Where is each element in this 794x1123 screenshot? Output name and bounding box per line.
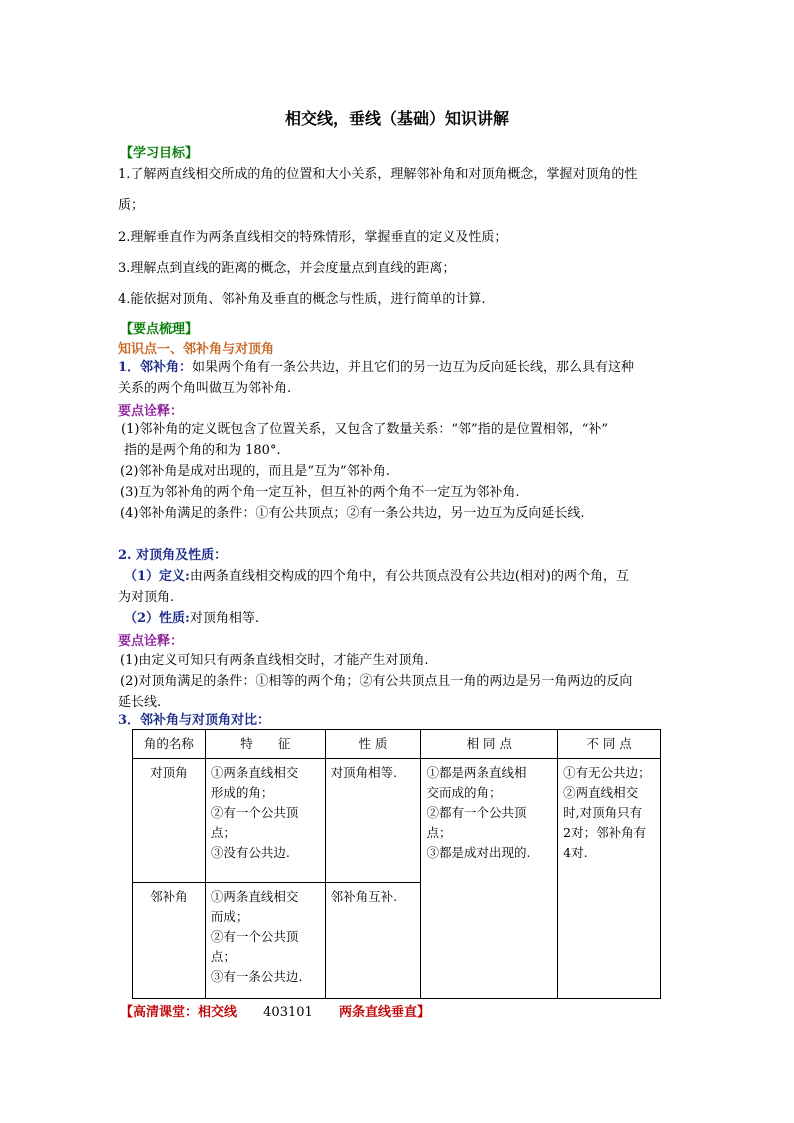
table-cell-line: 2对；邻补角有 — [563, 825, 647, 840]
table-cell-line: ②有一个公共顶 — [210, 929, 299, 944]
goals-heading: 【学习目标】 — [120, 146, 199, 161]
table-cell-line: ②都有一个公共顶 — [426, 805, 527, 820]
table-cell-features — [205, 883, 325, 999]
vertical-angle-label: 2. 对顶角及性质： — [118, 548, 228, 563]
definition-line-1: 由两条直线相交构成的四个角中，有公共顶点没有公共边(相对)的两个角，互 — [189, 569, 630, 584]
table-header-cell: 相 同 点 — [421, 730, 558, 759]
points-heading: 【要点梳理】 — [120, 322, 199, 337]
vertical-note-1: (1)由定义可知只有两条直线相交时，才能产生对顶角. — [120, 653, 429, 668]
hd-classroom-code: 403101 — [263, 1005, 313, 1020]
table-cell-angle-name: 对顶角 — [133, 759, 206, 883]
table-cell-line: ②两直线相交 — [563, 785, 639, 800]
table-cell-similarities — [421, 759, 558, 999]
table-cell-line: 4对. — [563, 845, 588, 860]
hd-classroom-topic: 两条直线垂直】 — [338, 1005, 430, 1020]
table-cell-features — [205, 759, 325, 883]
table-cell-line: ①两条直线相交 — [210, 889, 299, 904]
adjacent-angle-label: 1．邻补角： — [118, 360, 193, 375]
adjacent-note-3: (3)互为邻补角的两个角一定互补，但互补的两个角不一定互为邻补角. — [120, 485, 520, 500]
goal-item-4: 4.能依据对顶角、邻补角及垂直的概念与性质，进行简单的计算. — [118, 292, 486, 307]
vertical-angle-property — [124, 609, 259, 629]
table-cell-line: 形成的角； — [210, 785, 274, 800]
adjacent-note-2: (2)邻补角是成对出现的，而且是“互为”邻补角. — [120, 464, 390, 479]
table-header-cell: 性 质 — [325, 730, 421, 759]
vertical-note-2: (2)对顶角满足的条件：①相等的两个角；②有公共顶点且一角的两边是另一角两边的反向 — [120, 674, 633, 689]
property-text: 对顶角相等. — [189, 611, 259, 626]
table-cell-line: ①都是两条直线相 — [426, 765, 527, 780]
definition-line-2: 为对顶角. — [118, 590, 175, 605]
page-title: 相交线，垂线（基础）知识讲解 — [284, 109, 509, 128]
comparison-table — [132, 729, 661, 999]
table-cell-differences — [558, 759, 661, 999]
adjacent-angle-definition — [118, 358, 634, 378]
goal-item-1: 1.了解两直线相交所成的角的位置和大小关系，理解邻补角和对顶角概念，掌握对顶角的性 — [118, 167, 638, 182]
adjacent-angle-def-line-2: 关系的两个角叫做互为邻补角. — [118, 381, 292, 396]
comparison-label: 3．邻补角与对顶角对比： — [118, 713, 271, 728]
table-cell-property: 邻补角互补. — [325, 883, 421, 999]
table-cell-line: 点； — [426, 825, 452, 840]
table-cell-line: ①两条直线相交 — [210, 765, 299, 780]
table-header-cell: 角的名称 — [133, 730, 206, 759]
vertical-angle-definition — [124, 567, 629, 587]
table-cell-line: 点； — [210, 949, 236, 964]
adjacent-note-1: (1)邻补角的定义既包含了位置关系，又包含了数量关系：“邻”指的是位置相邻，“补” — [121, 422, 608, 437]
table-cell-angle-name: 邻补角 — [133, 883, 206, 999]
table-cell-line: ③没有公共边. — [210, 845, 290, 860]
table-cell-line: 时,对顶角只有 — [563, 805, 643, 820]
goal-item-1-cont: 质； — [118, 198, 145, 213]
adjacent-note-1-cont: 指的是两个角的和为 180°. — [124, 443, 281, 458]
table-header-cell: 不 同 点 — [558, 730, 661, 759]
table-header-cell: 特 征 — [205, 730, 325, 759]
goal-item-3: 3.理解点到直线的距离的概念，并会度量点到直线的距离； — [118, 261, 456, 276]
property-label: （2）性质: — [124, 611, 190, 626]
table-cell-line: ②有一个公共顶 — [210, 805, 299, 820]
table-cell-line: ①有无公共边； — [563, 765, 651, 780]
definition-label: （1）定义: — [124, 569, 190, 584]
goal-item-2: 2.理解垂直作为两条直线相交的特殊情形，掌握垂直的定义及性质； — [118, 230, 508, 245]
vertical-note-2-cont: 延长线. — [118, 695, 162, 710]
knowledge-point-1-title: 知识点一、邻补角与对顶角 — [118, 342, 275, 357]
explain-label-2: 要点诠释： — [118, 634, 184, 649]
adjacent-angle-def-line-1: 如果两个角有一条公共边，并且它们的另一边互为反向延长线，那么具有这种 — [192, 360, 635, 375]
hd-classroom-label: 【高清课堂：相交线 — [120, 1005, 238, 1020]
table-cell-line: ③有一条公共边. — [210, 969, 303, 984]
table-cell-line: 点； — [210, 825, 236, 840]
table-cell-line: 交而成的角； — [426, 785, 502, 800]
table-cell-property: 对顶角相等. — [325, 759, 421, 883]
explain-label-1: 要点诠释： — [118, 404, 184, 419]
hd-classroom-link[interactable] — [120, 1003, 430, 1023]
table-row — [133, 759, 661, 883]
table-header-row — [133, 730, 661, 759]
adjacent-note-4: (4)邻补角满足的条件：①有公共顶点；②有一条公共边，另一边互为反向延长线. — [120, 506, 585, 521]
table-cell-line: 而成； — [210, 909, 249, 924]
table-cell-line: ③都是成对出现的. — [426, 845, 531, 860]
